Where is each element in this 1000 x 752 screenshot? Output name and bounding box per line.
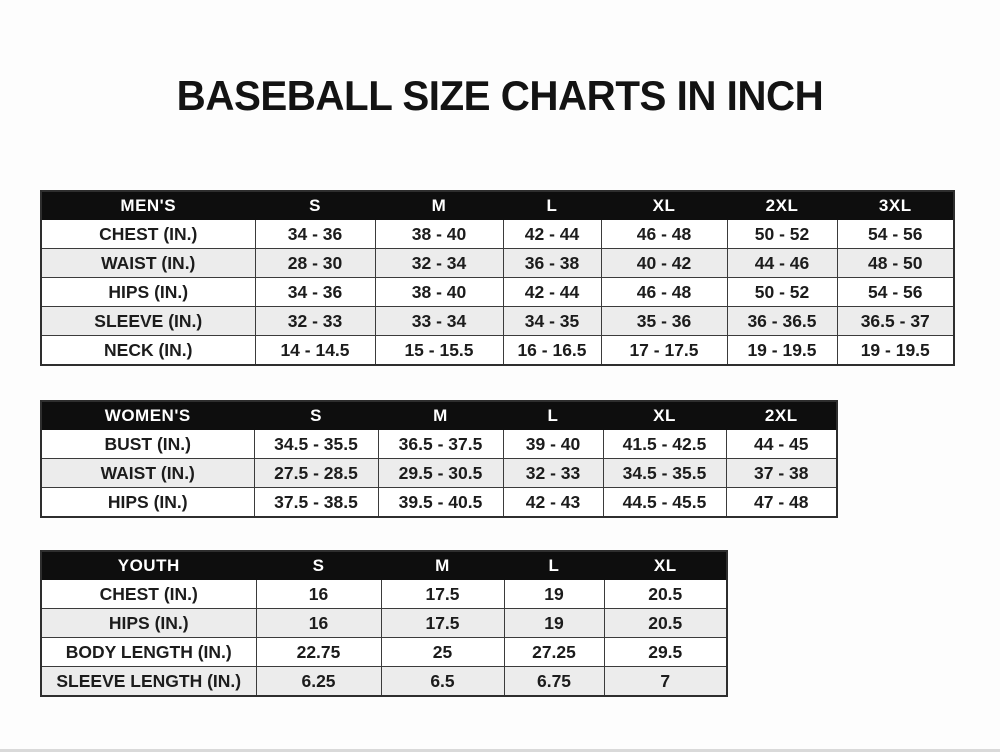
size-value-cell: 32 - 34 [375,249,503,278]
size-value-cell: 6.75 [504,667,604,697]
size-value-cell: 6.5 [381,667,504,697]
size-value-cell: 50 - 52 [727,220,837,249]
header-row [41,551,727,580]
column-header: XL [603,401,726,430]
womens-size-table [40,400,838,518]
size-value-cell: 17.5 [381,609,504,638]
header-row [41,401,837,430]
row-label: BODY LENGTH (IN.) [41,638,256,667]
table-title-cell: WOMEN'S [41,401,254,430]
size-value-cell: 40 - 42 [601,249,727,278]
size-value-cell: 42 - 44 [503,220,601,249]
table-row [41,278,954,307]
header-row [41,191,954,220]
table-row [41,459,837,488]
size-value-cell: 33 - 34 [375,307,503,336]
column-header: S [256,551,381,580]
size-value-cell: 38 - 40 [375,220,503,249]
size-value-cell: 14 - 14.5 [255,336,375,366]
table-row [41,249,954,278]
size-value-cell: 34.5 - 35.5 [254,430,378,459]
size-value-cell: 46 - 48 [601,278,727,307]
size-value-cell: 54 - 56 [837,220,954,249]
mens-size-table [40,190,955,366]
row-label: WAIST (IN.) [41,459,254,488]
size-value-cell: 36.5 - 37 [837,307,954,336]
size-value-cell: 16 - 16.5 [503,336,601,366]
column-header: XL [604,551,727,580]
row-label: HIPS (IN.) [41,488,254,518]
size-value-cell: 29.5 - 30.5 [378,459,503,488]
size-value-cell: 44.5 - 45.5 [603,488,726,518]
table-row [41,336,954,366]
column-header: 3XL [837,191,954,220]
size-value-cell: 34 - 36 [255,220,375,249]
size-value-cell: 25 [381,638,504,667]
size-value-cell: 35 - 36 [601,307,727,336]
table-row [41,430,837,459]
size-value-cell: 22.75 [256,638,381,667]
row-label: SLEEVE LENGTH (IN.) [41,667,256,697]
size-value-cell: 39 - 40 [503,430,603,459]
column-header: S [255,191,375,220]
table-title-cell: YOUTH [41,551,256,580]
table-row [41,580,727,609]
column-header: M [375,191,503,220]
page-title: BASEBALL SIZE CHARTS IN INCH [176,72,824,119]
row-label: HIPS (IN.) [41,278,255,307]
size-value-cell: 19 - 19.5 [837,336,954,366]
row-label: NECK (IN.) [41,336,255,366]
column-header: 2XL [727,191,837,220]
column-header: M [378,401,503,430]
size-value-cell: 47 - 48 [726,488,837,518]
size-value-cell: 16 [256,609,381,638]
size-value-cell: 19 - 19.5 [727,336,837,366]
size-value-cell: 37 - 38 [726,459,837,488]
size-value-cell: 39.5 - 40.5 [378,488,503,518]
table-row [41,488,837,518]
size-value-cell: 16 [256,580,381,609]
size-value-cell: 42 - 44 [503,278,601,307]
table-row [41,638,727,667]
column-header: XL [601,191,727,220]
size-value-cell: 34.5 - 35.5 [603,459,726,488]
size-value-cell: 6.25 [256,667,381,697]
column-header: 2XL [726,401,837,430]
table-row [41,220,954,249]
table-row [41,609,727,638]
size-value-cell: 37.5 - 38.5 [254,488,378,518]
size-value-cell: 17 - 17.5 [601,336,727,366]
column-header: L [504,551,604,580]
size-value-cell: 17.5 [381,580,504,609]
row-label: BUST (IN.) [41,430,254,459]
size-value-cell: 36 - 36.5 [727,307,837,336]
size-value-cell: 54 - 56 [837,278,954,307]
table-row [41,307,954,336]
size-value-cell: 15 - 15.5 [375,336,503,366]
table-title-cell: MEN'S [41,191,255,220]
size-value-cell: 32 - 33 [255,307,375,336]
row-label: WAIST (IN.) [41,249,255,278]
size-value-cell: 20.5 [604,609,727,638]
size-value-cell: 44 - 46 [727,249,837,278]
size-value-cell: 19 [504,580,604,609]
size-value-cell: 48 - 50 [837,249,954,278]
size-value-cell: 44 - 45 [726,430,837,459]
row-label: CHEST (IN.) [41,220,255,249]
size-value-cell: 29.5 [604,638,727,667]
column-header: S [254,401,378,430]
row-label: HIPS (IN.) [41,609,256,638]
size-value-cell: 7 [604,667,727,697]
size-value-cell: 41.5 - 42.5 [603,430,726,459]
youth-size-table [40,550,728,697]
size-value-cell: 27.25 [504,638,604,667]
size-value-cell: 36.5 - 37.5 [378,430,503,459]
column-header: L [503,191,601,220]
size-value-cell: 19 [504,609,604,638]
size-value-cell: 50 - 52 [727,278,837,307]
size-value-cell: 36 - 38 [503,249,601,278]
column-header: M [381,551,504,580]
size-value-cell: 38 - 40 [375,278,503,307]
size-value-cell: 34 - 35 [503,307,601,336]
size-value-cell: 28 - 30 [255,249,375,278]
size-value-cell: 20.5 [604,580,727,609]
table-row [41,667,727,697]
size-value-cell: 27.5 - 28.5 [254,459,378,488]
column-header: L [503,401,603,430]
size-value-cell: 32 - 33 [503,459,603,488]
size-value-cell: 42 - 43 [503,488,603,518]
size-value-cell: 46 - 48 [601,220,727,249]
row-label: SLEEVE (IN.) [41,307,255,336]
size-value-cell: 34 - 36 [255,278,375,307]
row-label: CHEST (IN.) [41,580,256,609]
